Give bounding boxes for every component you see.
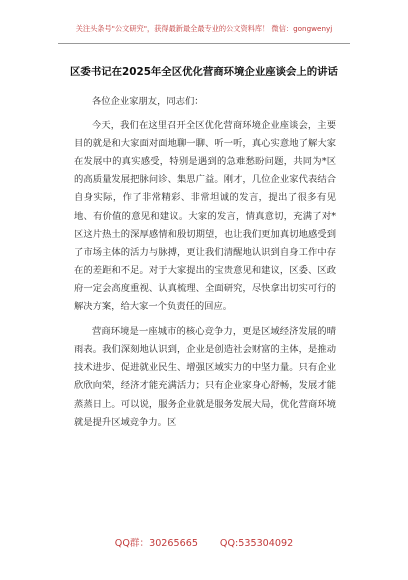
paragraph-2: 营商环境是一座城市的核心竞争力，更是区域经济发展的晴雨表。我们深刻地认识到，企业是创造社会财富的主体，是推动技术进步、促进就业民生、增强区域实力的中坚力量。只有企业欣欣向荣，经济才能充满活力；只有企业家身心舒畅，发展才能蒸蒸日上。可以说，服务企业就是服务发展大局，优化营商环境就是提升区域竞争力。区 bbox=[74, 326, 336, 428]
document-title: 区委书记在2025年全区优化营商环境企业座谈会上的讲话 bbox=[70, 66, 338, 78]
footer-qq-group: QQ群：30265665 bbox=[114, 538, 198, 549]
header-notice: 关注头条号"公文研究"，获得最新最全最专业的公文资料库！ 微信：gongwenyj bbox=[75, 24, 333, 33]
header-divider bbox=[58, 43, 350, 44]
footer-qq-number: QQ:535304092 bbox=[219, 538, 294, 549]
paragraph-1: 今天，我们在这里召开全区优化营商环境企业座谈会，主要目的就是和大家面对面地聊一聊、听一听，真心实意地了解大家在发展中的真实感受，特别是遇到的急难愁盼问题，共同为*区的高质量发展把脉问诊、集思广益。刚才，几位企业家代表结合自身实际，作了非常精彩、非常坦诚的发言，提出了很多有见地、有价值的意见和建议。大家的发言，情真意切，充满了对*区这片热土的深厚感情和殷切期望，也让我们更加真切地感受到了市场主体的活力与脉搏，更让我们清醒地认识到自身工作中存在的差距和不足。对于大家提出的宝贵意见和建议，区委、区政府一定会高度重视、认真梳理、全面研究，尽快拿出切实可行的解决方案，给大家一个负责任的回应。 bbox=[74, 120, 336, 313]
salutation: 各位企业家朋友，同志们： bbox=[92, 96, 204, 107]
document-body bbox=[74, 93, 336, 439]
footer-contact bbox=[0, 535, 408, 549]
